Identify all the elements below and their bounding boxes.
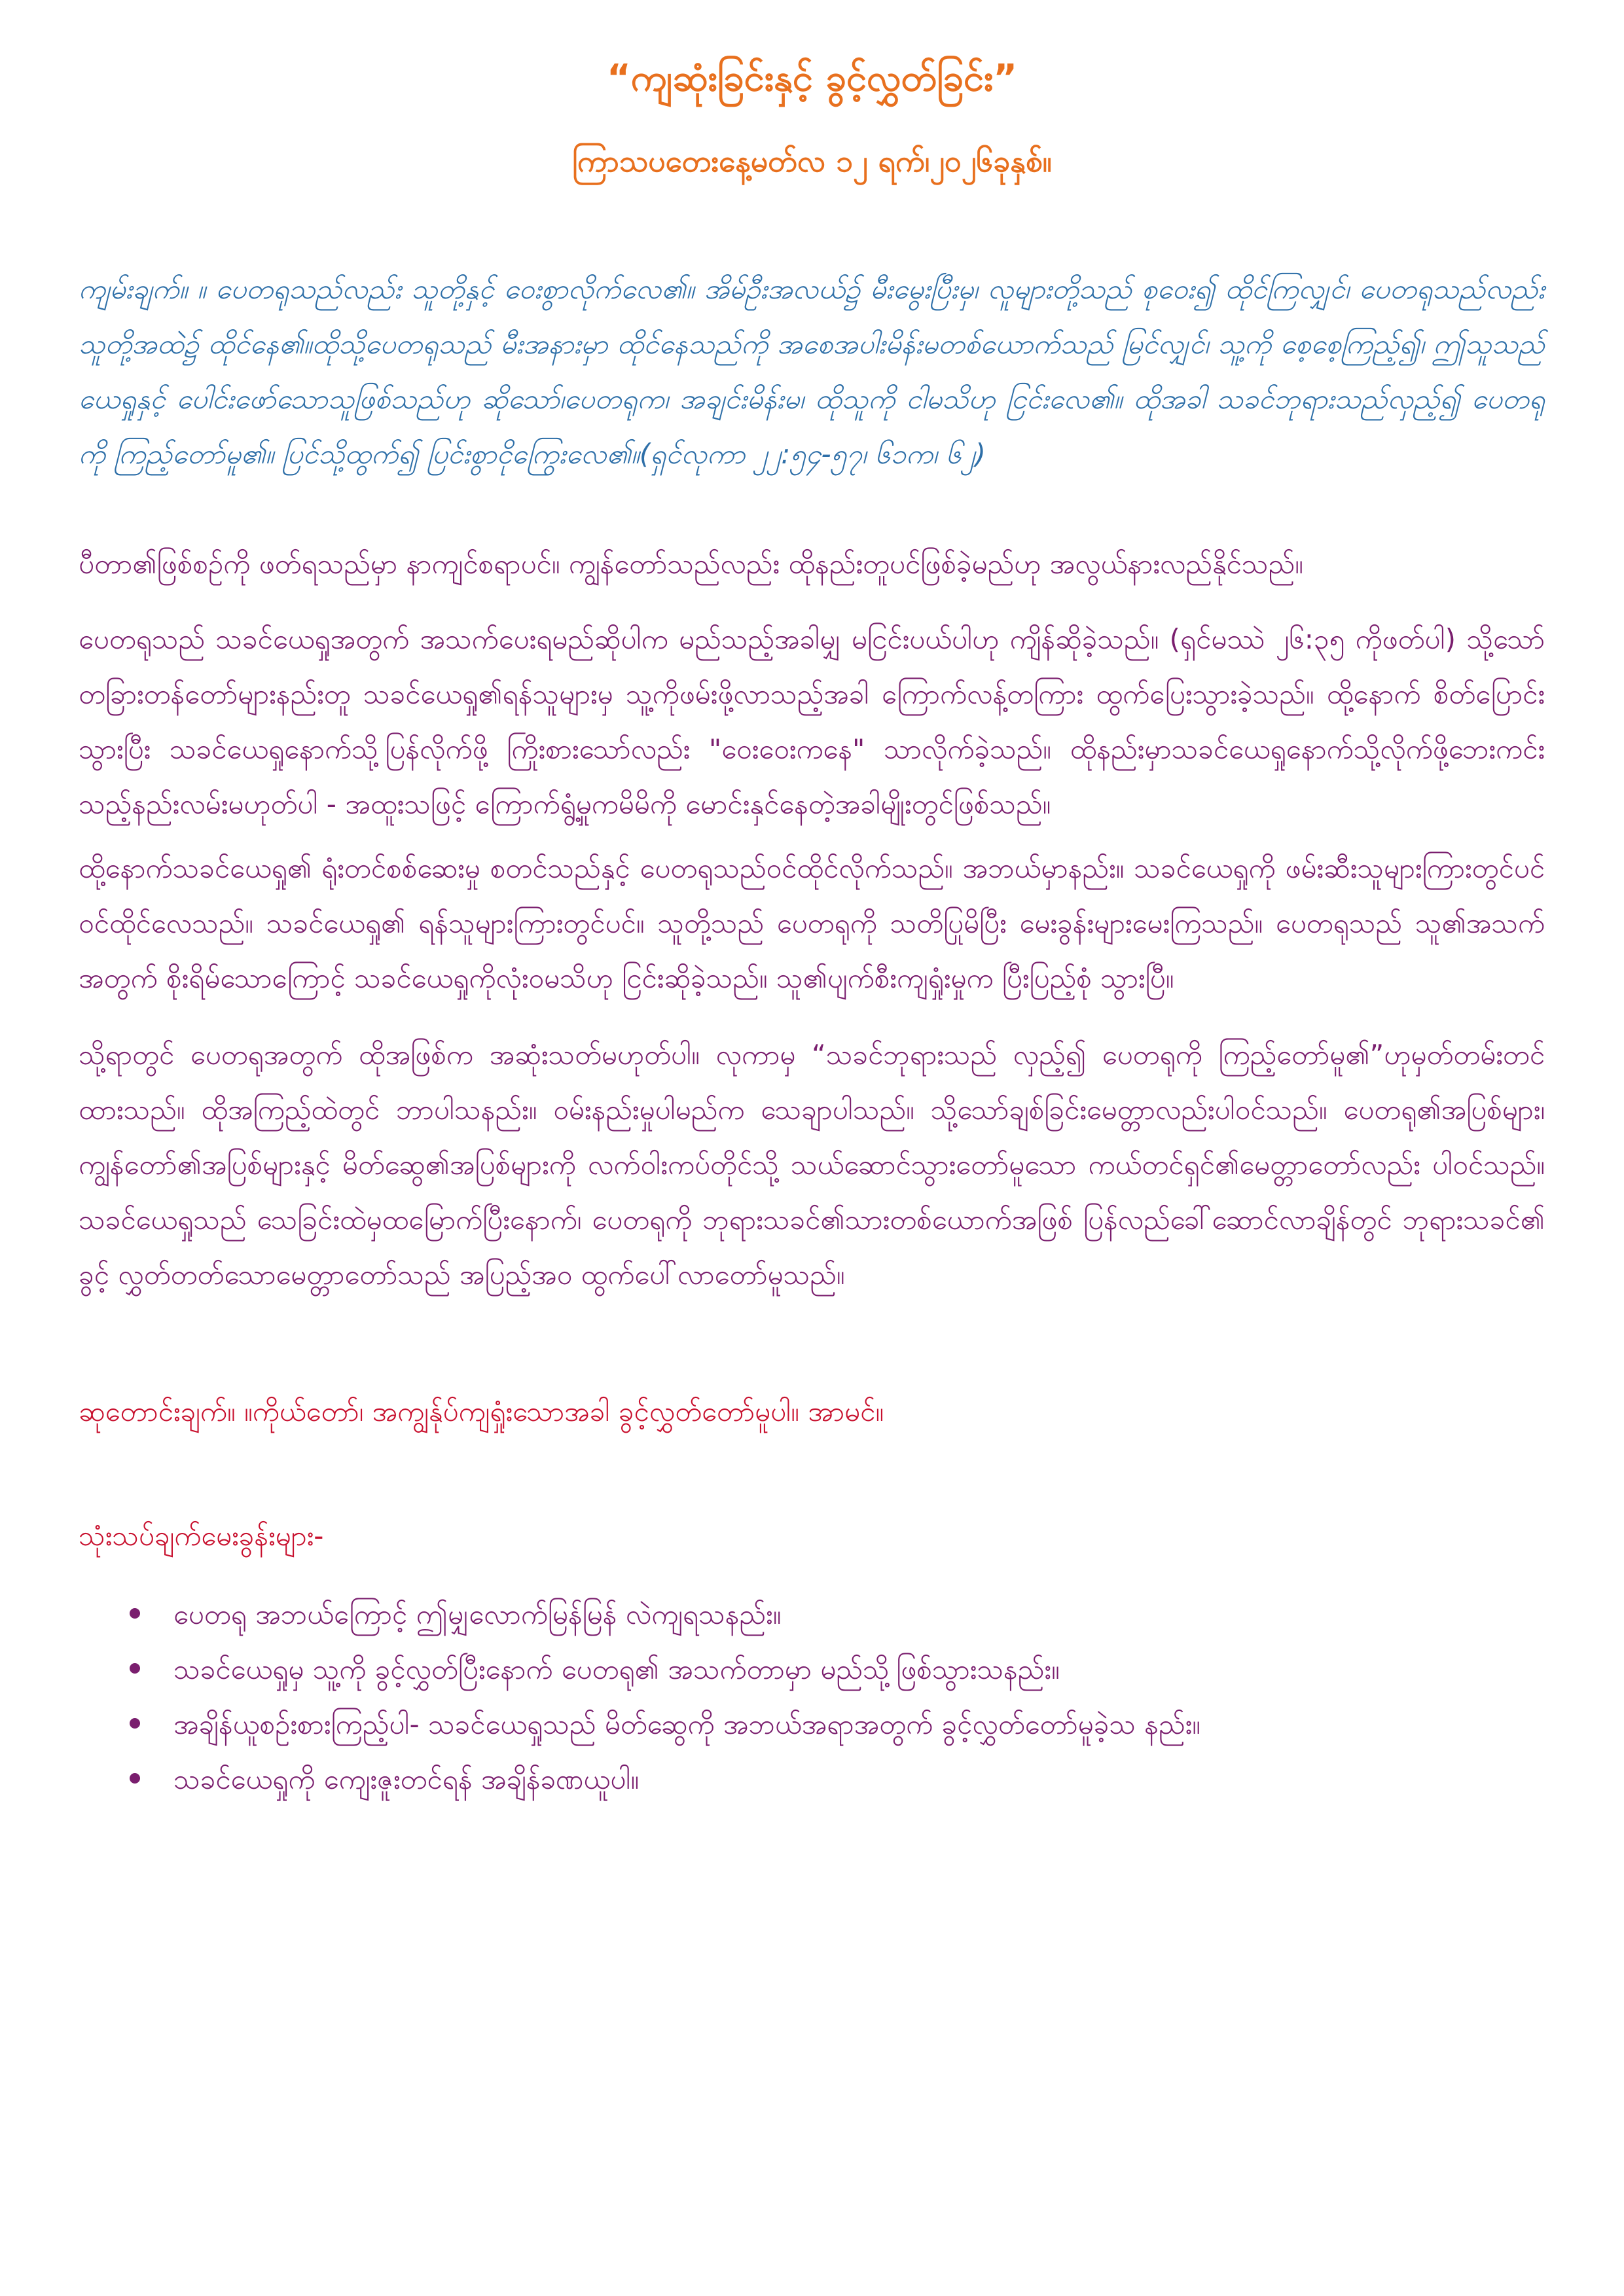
page-title: “ကျဆုံးခြင်းနှင့် ခွင့်လွှတ်ခြင်း” — [606, 57, 1018, 99]
list-item — [124, 1642, 1532, 1697]
question-text: သခင်ယေရှုမှ သူ့ကို ခွင့်လွှတ်ပြီးနောက် ပေတရု၏ အသက်တာမှာ မည်သို့ဖြစ်သွားသနည်း။ — [173, 1653, 1060, 1685]
prayer-text: ဆုတောင်းချက်။ ။ကိုယ်တော်၊ အကျွန်ုပ်ကျရှုံးသောအခါ ခွင့်လွှတ်တော်မူပါ။ အာမင်။ — [79, 1395, 884, 1427]
page-date: ကြာသပတေးနေ့မတ်လ ၁၂ ရက်၊၂၀၂၆ခုနှစ်။ — [572, 143, 1052, 179]
question-text: အချိန်ယူစဉ်းစားကြည့်ပါ- သခင်ယေရှုသည် မိတ်ဆွေကို အဘယ်အရာအတွက် ခွင့်လွှတ်တော်မူခဲ့သ နည်း။ — [173, 1708, 1200, 1740]
bullet-icon — [130, 1608, 140, 1619]
question-text: ပေတရု အဘယ်ကြောင့် ဤမျှလောက်မြန်မြန် လဲကျရသနည်း။ — [173, 1598, 782, 1630]
question-text: သခင်ယေရှုကို ကျေးဇူးတင်ရန် အချိန်ခဏယူပါ။ — [173, 1763, 640, 1795]
list-item — [124, 1697, 1532, 1752]
reflection-heading: သုံးသပ်ချက်မေးခွန်းများ- — [79, 1520, 324, 1552]
list-item — [124, 1752, 1532, 1807]
body-paragraph-2: ပေတရုသည် သခင်ယေရှုအတွက် အသက်ပေးရမည်ဆိုပါက မည်သည့်အခါမျှ မငြင်းပယ်ပါဟု ကျိန်ဆိုခဲ့သည်။ (ရှင်မဿဲ ၂၆:၃၅ ကိုဖတ်ပါ) သို့သော် တခြားတန်တော်များနည်းတူ သခင်ယေရှု၏ရန်သူများမှ သူ့ကိုဖမ်းဖို့လာသည့်အခါ ကြောက်လန့်တကြား ထွက်ပြေးသွားခဲ့သည်။ ထို့နောက် စိတ်ပြောင်းသွားပြီး သခင်ယေရှုနောက်သို့ပြန်လိုက်ဖို့ ကြိုးစားသော်လည်း "ဝေးဝေးကနေ" သာလိုက်ခဲ့သည်။ ထိုနည်းမှာသခင်ယေရှုနောက်သို့လိုက်ဖို့ဘေးကင်းသည့်နည်းလမ်းမဟုတ်ပါ - အထူးသဖြင့် ကြောက်ရွံ့မှုကမိမိကို မောင်းနှင်နေတဲ့အခါမျိုးတွင်ဖြစ်သည်။ — [79, 623, 1545, 820]
body-paragraph-4: သို့ရာတွင် ပေတရုအတွက် ထိုအဖြစ်က အဆုံးသတ်မဟုတ်ပါ။ လုကာမှ “သခင်ဘုရားသည် လှည့်၍ ပေတရုကို ကြည့်တော်မူ၏”ဟုမှတ်တမ်းတင်ထားသည်။ ထိုအကြည့်ထဲတွင် ဘာပါသနည်း။ ဝမ်းနည်းမှုပါမည်က သေချာပါသည်။ သို့သော်ချစ်ခြင်းမေတ္တာလည်းပါဝင်သည်။ ပေတရု၏အပြစ်များ၊ ကျွန်တော်၏အပြစ်များနှင့် မိတ်ဆွေ၏အပြစ်များကို လက်ဝါးကပ်တိုင်သို့ သယ်ဆောင်သွားတော်မူသော ကယ်တင်ရှင်၏မေတ္တာတော်လည်း ပါဝင်သည်။သခင်ယေရှုသည် သေခြင်းထဲမှထမြောက်ပြီးနောက်၊ ပေတရုကို ဘုရားသခင်၏သားတစ်ယောက်အဖြစ် ပြန်လည်ခေါ်ဆောင်လာချိန်တွင် ဘုရားသခင်၏ ခွင့် လွှတ်တတ်သောမေတ္တာတော်သည် အပြည့်အဝ ထွက်ပေါ်လာတော်မူသည်။ — [79, 1039, 1545, 1291]
reflection-questions-list — [124, 1587, 1532, 1807]
scripture-verse: ကျမ်းချက်။ ။ ပေတရုသည်လည်း သူတို့နှင့် ဝေးစွာလိုက်လေ၏။ အိမ်ဦးအလယ်၌ မီးမွေးပြီးမှ၊ လူများတို့သည် စုဝေး၍ ထိုင်ကြလျှင်၊ ပေတရုသည်လည်း သူတို့အထဲ၌ ထိုင်နေ၏။ထိုသို့ပေတရုသည် မီးအနားမှာ ထိုင်နေသည်ကို အစေအပါးမိန်းမတစ်ယောက်သည် မြင်လျှင်၊ သူ့ကို စေ့စေ့ကြည့်၍၊ ဤသူသည် ယေရှုနှင့် ပေါင်းဖော်သောသူဖြစ်သည်ဟု ဆိုသော်၊ပေတရုက၊ အချင်းမိန်းမ၊ ထိုသူကို ငါမသိဟု ငြင်းလေ၏။ ထိုအခါ သခင်ဘုရားသည်လှည့်၍ ပေတရုကို ကြည့်တော်မူ၏။ ပြင်သို့ထွက်၍ ပြင်းစွာငိုကြွေးလေ၏။(ရှင်လုကာ ၂၂:၅၄-၅၇၊ ၆၁က၊ ၆၂) — [79, 273, 1545, 470]
bullet-icon — [130, 1718, 140, 1729]
bullet-icon — [130, 1773, 140, 1784]
list-item — [124, 1587, 1532, 1642]
bullet-icon — [130, 1663, 140, 1674]
body-paragraph-3: ထို့နောက်သခင်ယေရှု၏ ရုံးတင်စစ်ဆေးမှု စတင်သည်နှင့် ပေတရုသည်ဝင်ထိုင်လိုက်သည်။ အဘယ်မှာနည်း။ သခင်ယေရှုကို ဖမ်းဆီးသူများကြားတွင်ပင် ဝင်ထိုင်လေသည်။ သခင်ယေရှု၏ ရန်သူများကြားတွင်ပင်။ သူတို့သည် ပေတရုကို သတိပြုမိပြီး မေးခွန်းများမေးကြသည်။ ပေတရုသည် သူ၏အသက်အတွက် စိုးရိမ်သောကြောင့် သခင်ယေရှုကိုလုံးဝမသိဟု ငြင်းဆိုခဲ့သည်။ သူ၏ပျက်စီးကျရှုံးမှုက ပြီးပြည့်စုံ သွားပြီ။ — [79, 852, 1545, 994]
body-paragraph-1: ပီတာ၏ဖြစ်စဉ်ကို ဖတ်ရသည်မှာ နာကျင်စရာပင်။ ကျွန်တော်သည်လည်း ထိုနည်းတူပင်ဖြစ်ခဲ့မည်ဟု အလွယ်နားလည်နိုင်သည်။ — [79, 548, 1303, 580]
